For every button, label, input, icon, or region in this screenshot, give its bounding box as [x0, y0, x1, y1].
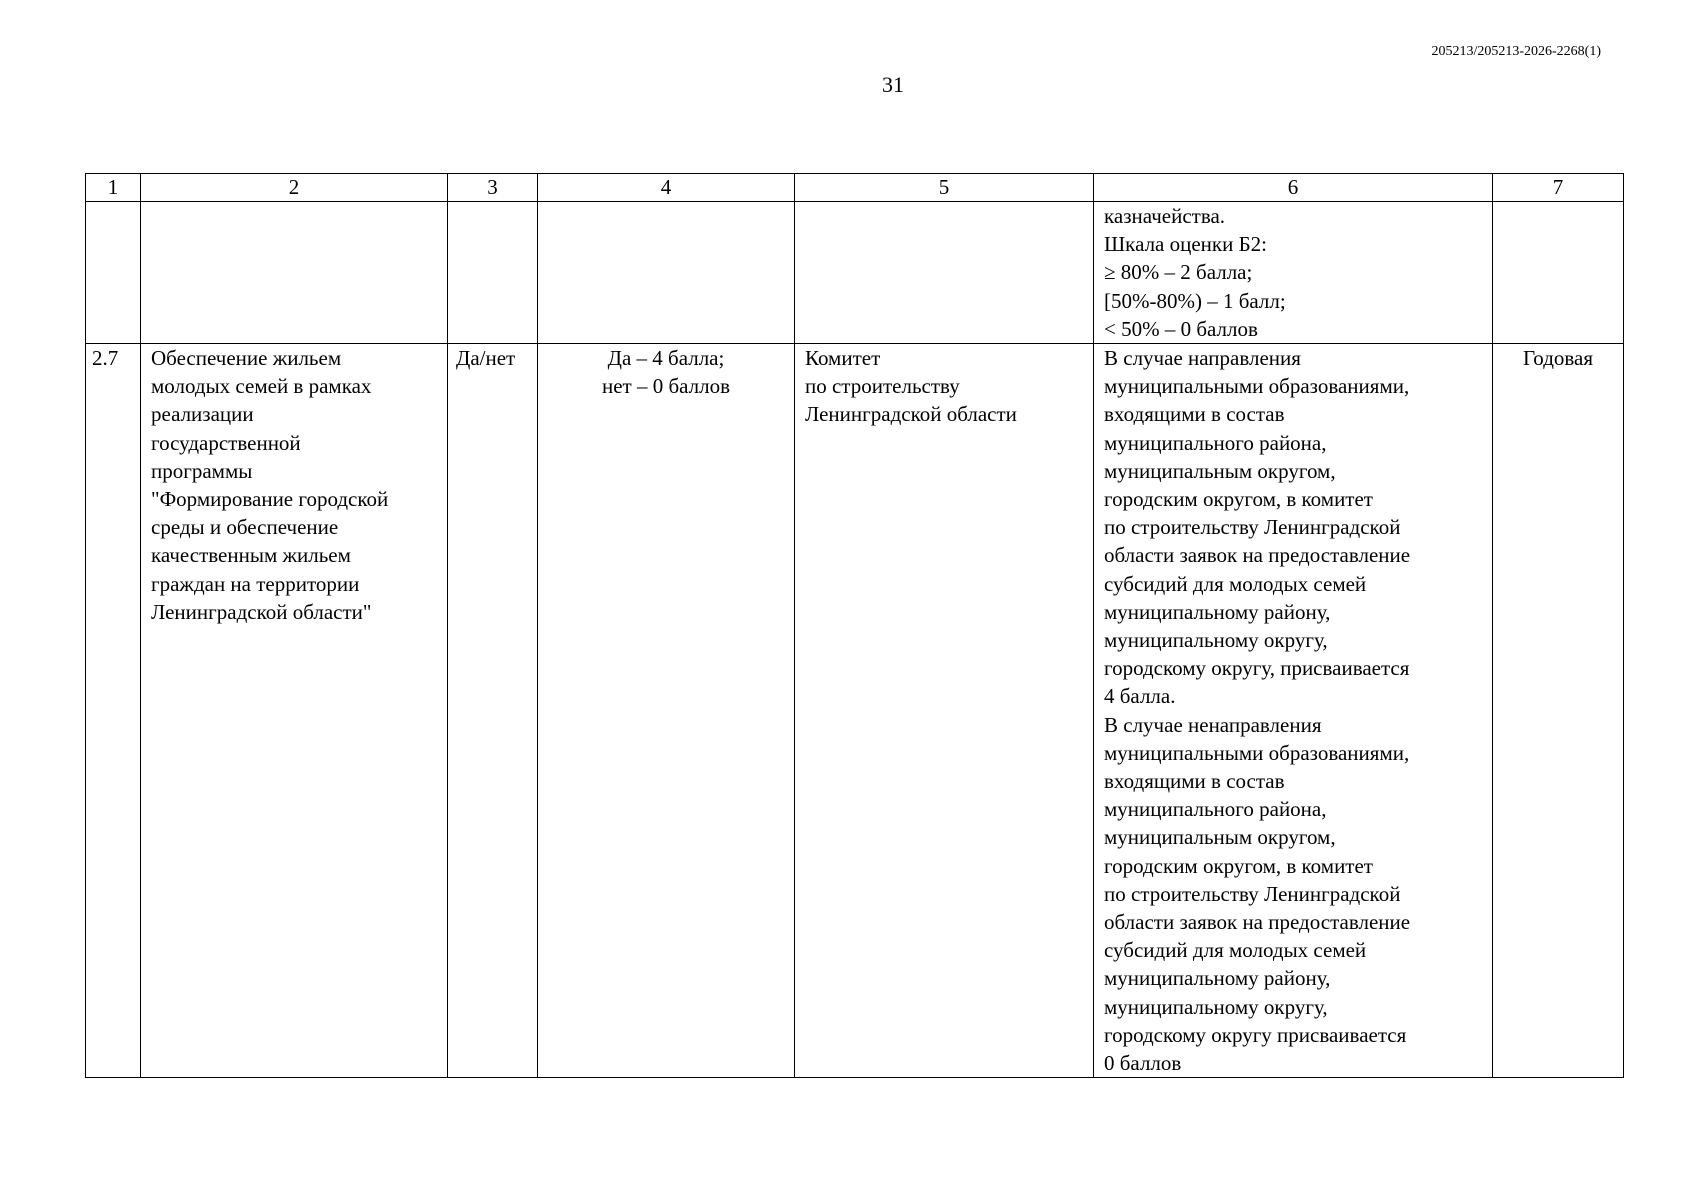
text-line: городским округом, в комитет: [1104, 487, 1373, 512]
column-header-2: 2: [141, 174, 448, 202]
cell-empty: [448, 202, 538, 344]
text-line: реализации: [151, 402, 254, 427]
column-number-row: [86, 174, 1624, 202]
text-line: муниципального района,: [1104, 430, 1327, 455]
text-line: ≥ 80% – 2 балла;: [1104, 260, 1253, 285]
indicator-name-cell: [141, 344, 448, 1078]
text-line: Обеспечение жильем: [151, 346, 342, 371]
page-number: 31: [882, 72, 904, 97]
text-line: по строительству Ленинградской: [1104, 515, 1401, 540]
text-line: среды и обеспечение: [151, 515, 339, 540]
responsible-body-cell: [795, 344, 1094, 1078]
text-line: муниципальному району,: [1104, 599, 1331, 624]
text-line: по строительству: [805, 374, 960, 399]
column-header-6: 6: [1094, 174, 1493, 202]
text-line: муниципальными образованиями,: [1104, 374, 1410, 399]
periodicity-cell: Годовая: [1493, 344, 1624, 1078]
text-line: муниципальным округом,: [1104, 825, 1336, 850]
text-line: Да – 4 балла;: [607, 346, 725, 371]
text-line: Комитет: [805, 346, 881, 371]
text-line: субсидий для молодых семей: [1104, 571, 1367, 596]
column-header-5: 5: [795, 174, 1094, 202]
text-line: "Формирование городской: [151, 487, 389, 512]
text-line: казначейства.: [1104, 204, 1226, 228]
criteria-table: [85, 173, 1624, 1078]
text-line: области заявок на предоставление: [1104, 543, 1411, 568]
text-line: по строительству Ленинградской: [1104, 881, 1401, 906]
text-line: < 50% – 0 баллов: [1104, 316, 1258, 341]
continuation-row: [86, 202, 1624, 344]
text-line: муниципальному району,: [1104, 966, 1331, 991]
document-code: 205213/205213-2026-2268(1): [1431, 44, 1601, 59]
text-line: области заявок на предоставление: [1104, 910, 1411, 935]
column-header-4: 4: [538, 174, 795, 202]
text-line: [50%-80%) – 1 балл;: [1104, 288, 1286, 313]
cell-empty: [795, 202, 1094, 344]
text-line: государственной: [151, 430, 301, 455]
text-line: городским округом, в комитет: [1104, 853, 1373, 878]
text-line: Ленинградской области: [805, 402, 1017, 427]
calculation-method-cell: [1094, 344, 1493, 1078]
text-line: программы: [151, 458, 253, 483]
text-line: городскому округу присваивается: [1104, 1022, 1407, 1047]
text-line: В случае направления: [1104, 346, 1301, 371]
text-line: муниципальным округом,: [1104, 458, 1336, 483]
text-line: муниципальными образованиями,: [1104, 740, 1410, 765]
column-header-1: 1: [86, 174, 141, 202]
text-line: муниципального района,: [1104, 797, 1327, 822]
text-line: Шкала оценки Б2:: [1104, 232, 1268, 257]
unit-cell: Да/нет: [448, 344, 538, 1078]
column-header-3: 3: [448, 174, 538, 202]
cell-empty: [141, 202, 448, 344]
evaluation-scale-cell: [1094, 202, 1493, 344]
text-line: качественным жильем: [151, 543, 351, 568]
scores-cell: [538, 344, 795, 1078]
text-line: муниципальному округу,: [1104, 994, 1328, 1019]
table-row: [86, 344, 1624, 1078]
cell-empty: [1493, 202, 1624, 344]
column-header-7: 7: [1493, 174, 1624, 202]
cell-empty: [538, 202, 795, 344]
text-line: 0 баллов: [1104, 1051, 1182, 1076]
text-line: входящими в состав: [1104, 769, 1285, 794]
text-line: Ленинградской области": [151, 599, 372, 624]
text-line: граждан на территории: [151, 571, 360, 596]
text-line: молодых семей в рамках: [151, 374, 372, 399]
text-line: муниципальному округу,: [1104, 628, 1328, 653]
text-line: входящими в состав: [1104, 402, 1285, 427]
cell-empty: [86, 202, 141, 344]
row-number-cell: 2.7: [86, 344, 141, 1078]
text-line: субсидий для молодых семей: [1104, 938, 1367, 963]
text-line: нет – 0 баллов: [601, 374, 731, 399]
text-line: 4 балла.: [1104, 684, 1176, 709]
text-line: городскому округу, присваивается: [1104, 656, 1410, 681]
text-line: В случае ненаправления: [1104, 712, 1322, 737]
